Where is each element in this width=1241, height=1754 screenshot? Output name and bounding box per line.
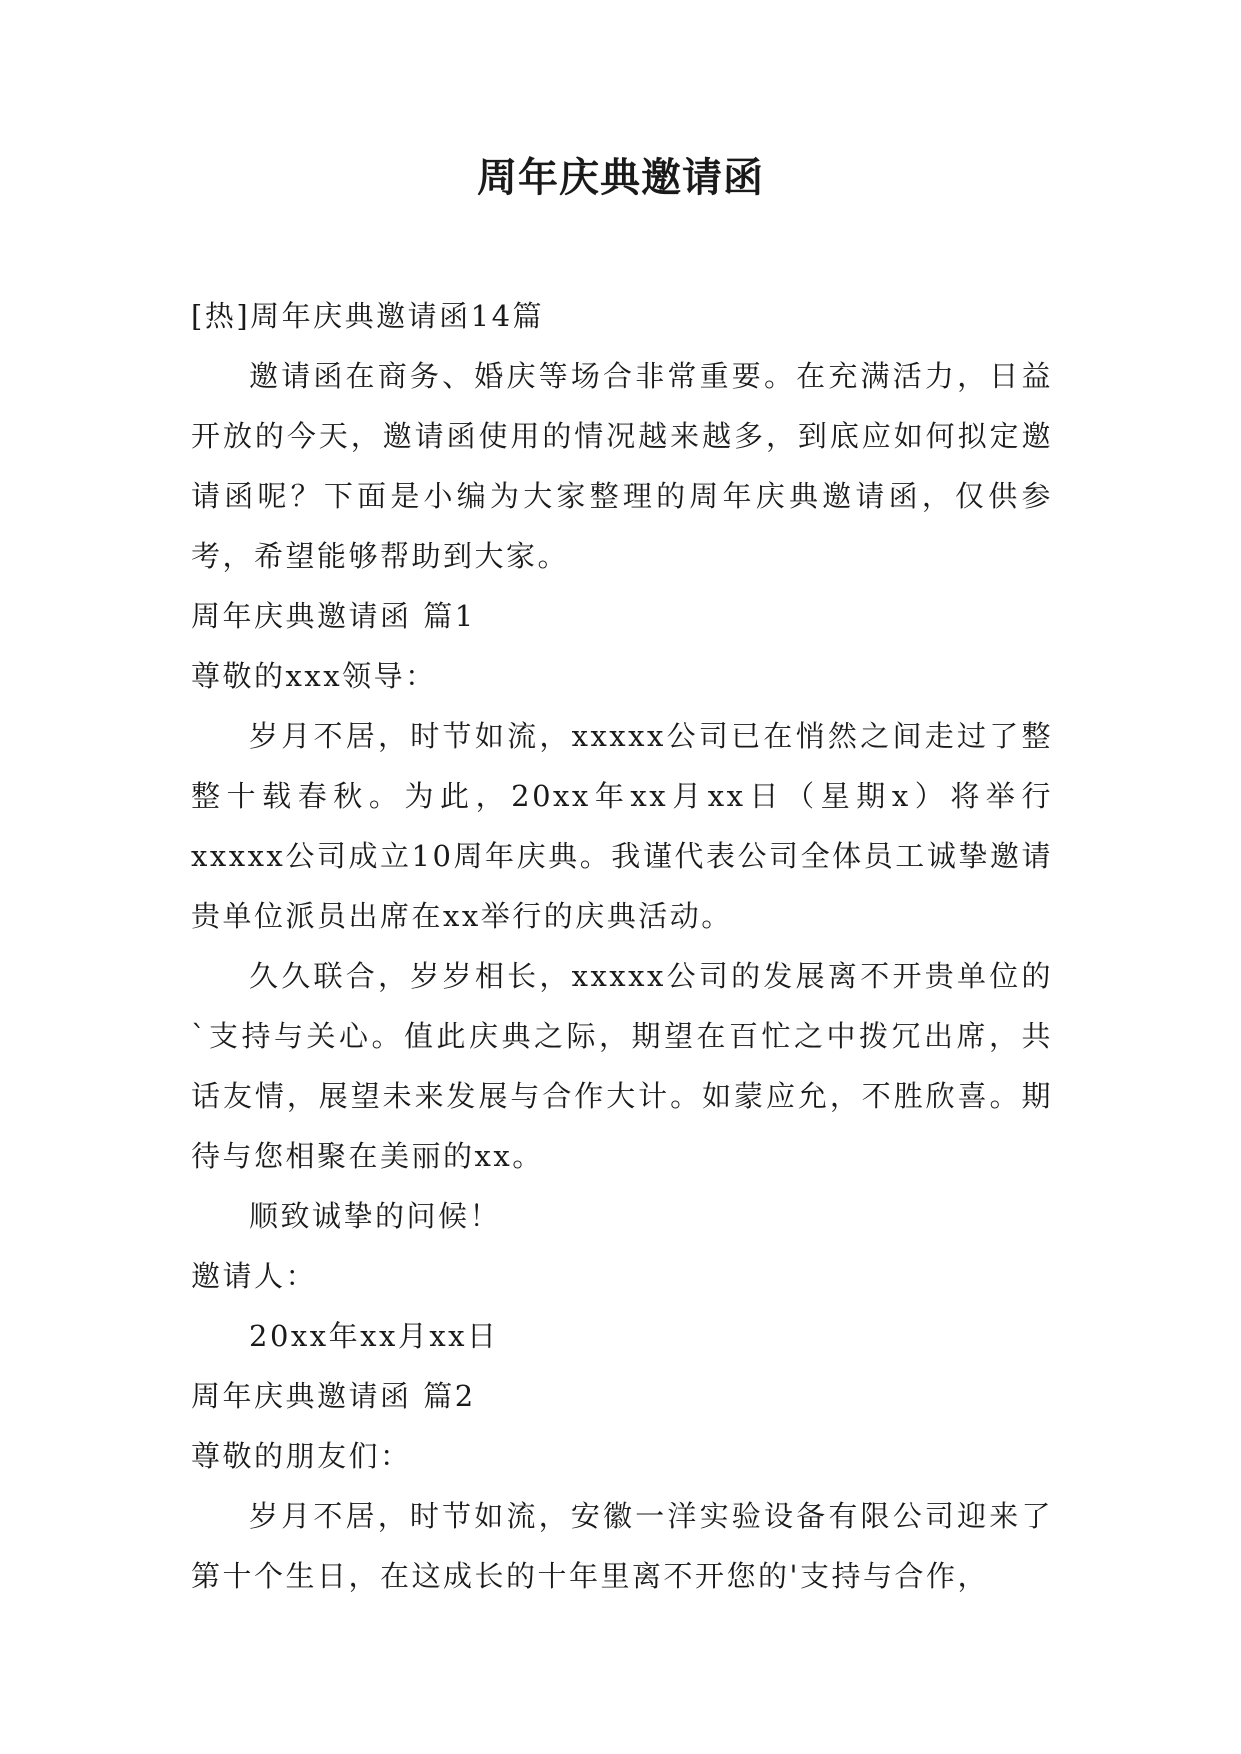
body-paragraph: 岁月不居，时节如流，安徽一洋实验设备有限公司迎来了第十个生日，在这成长的十年里离不开您的'支持与合作， (191, 1499, 1053, 1593)
salutation: 尊敬的xxx领导： (191, 659, 437, 693)
body-paragraph: 岁月不居，时节如流，xxxxx公司已在悄然之间走过了整整十载春秋。为此，20xx年xx月xx日（星期x）将举行xxxxx公司成立10周年庆典。我谨代表公司全体员工诚挚邀请贵单位派员出席在xx举行的庆典活动。 (191, 719, 1053, 933)
letter-date: 20xx年xx月xx日 (249, 1319, 499, 1353)
section-heading: 周年庆典邀请函 篇2 (191, 1379, 476, 1413)
document-subtitle: [热]周年庆典邀请函14篇 (191, 299, 545, 333)
body-paragraph: 久久联合，岁岁相长，xxxxx公司的发展离不开贵单位的`支持与关心。值此庆典之际，期望在百忙之中拨冗出席，共话友情，展望未来发展与合作大计。如蒙应允，不胜欣喜。期待与您相聚在美丽的xx。 (191, 959, 1053, 1173)
inviter-label: 邀请人： (191, 1259, 318, 1293)
intro-paragraph: 邀请函在商务、婚庆等场合非常重要。在充满活力，日益开放的今天，邀请函使用的情况越来越多，到底应如何拟定邀请函呢？下面是小编为大家整理的周年庆典邀请函，仅供参考，希望能够帮助到大家。 (191, 359, 1053, 573)
document-body (191, 286, 1053, 1606)
document-title: 周年庆典邀请函 (477, 154, 764, 201)
closing-greeting: 顺致诚挚的问候！ (249, 1199, 502, 1233)
section-heading: 周年庆典邀请函 篇1 (191, 599, 476, 633)
salutation: 尊敬的朋友们： (191, 1439, 412, 1473)
